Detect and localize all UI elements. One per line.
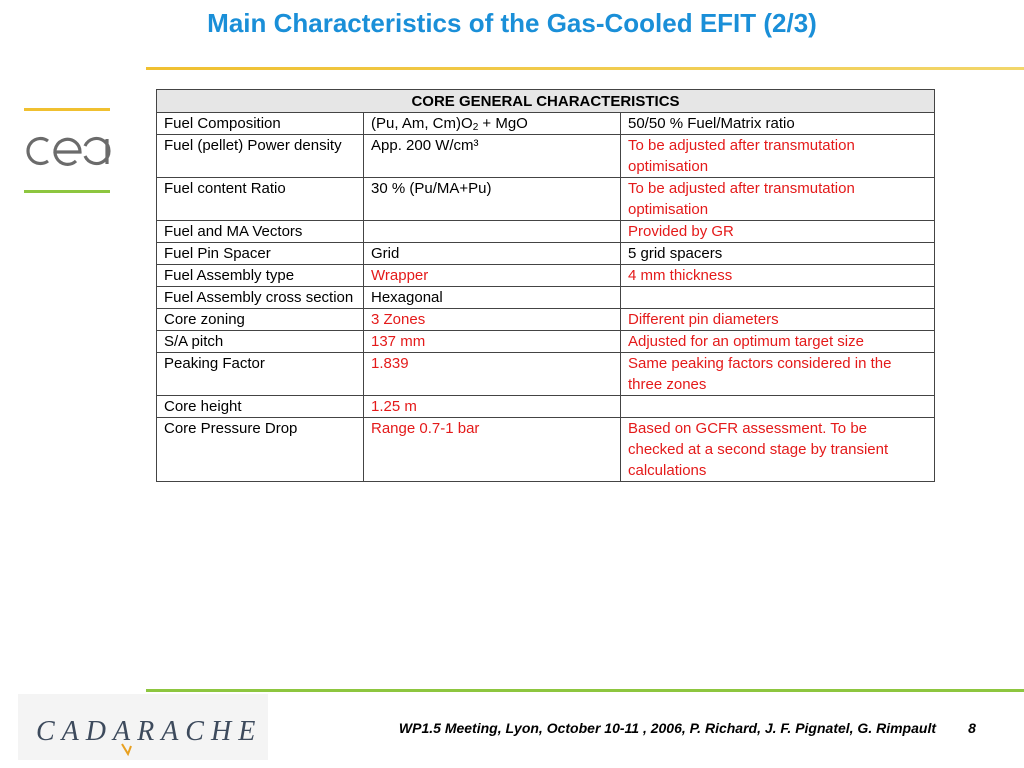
footer-citation: WP1.5 Meeting, Lyon, October 10-11 , 2006, P. Richard, J. F. Pignatel, G. Rimpault <box>398 720 936 736</box>
subscript: 2 <box>472 122 479 133</box>
param-cell: Fuel Composition <box>157 113 364 135</box>
table-row <box>157 287 935 309</box>
comment-cell: To be adjusted after transmutation optimisation <box>621 178 935 221</box>
param-cell: Fuel and MA Vectors <box>157 221 364 243</box>
comment-cell: Based on GCFR assessment. To be checked at a second stage by transient calculations <box>621 418 935 482</box>
table-header-row <box>157 90 935 113</box>
comment-cell: To be adjusted after transmutation optimisation <box>621 135 935 178</box>
param-cell: Fuel Assembly cross section <box>157 287 364 309</box>
table-row <box>157 221 935 243</box>
cadarache-logo <box>18 694 268 760</box>
comment-cell: Same peaking factors considered in the three zones <box>621 353 935 396</box>
value-cell: Hexagonal <box>364 287 621 309</box>
table-row <box>157 243 935 265</box>
comment-cell <box>621 287 935 309</box>
value-cell: Grid <box>364 243 621 265</box>
comment-cell: 50/50 % Fuel/Matrix ratio <box>621 113 935 135</box>
param-cell: Fuel Pin Spacer <box>157 243 364 265</box>
table-row <box>157 331 935 353</box>
table-row <box>157 135 935 178</box>
table-row <box>157 309 935 331</box>
value-cell: App. 200 W/cm³ <box>364 135 621 178</box>
svg-text:CADARACHE: CADARACHE <box>36 716 263 747</box>
value-cell: 137 mm <box>364 331 621 353</box>
param-cell: Core Pressure Drop <box>157 418 364 482</box>
value-cell: Range 0.7-1 bar <box>364 418 621 482</box>
param-cell: Core height <box>157 396 364 418</box>
value-cell <box>364 113 621 135</box>
comment-cell: 5 grid spacers <box>621 243 935 265</box>
table-row <box>157 113 935 135</box>
table-row <box>157 178 935 221</box>
table-row <box>157 396 935 418</box>
page-number: 8 <box>968 720 976 736</box>
value-cell <box>364 221 621 243</box>
bottom-divider <box>146 689 1024 692</box>
value-cell: 30 % (Pu/MA+Pu) <box>364 178 621 221</box>
table-row <box>157 418 935 482</box>
comment-cell: Different pin diameters <box>621 309 935 331</box>
table-row <box>157 353 935 396</box>
value-cell: 1.25 m <box>364 396 621 418</box>
value-cell: 1.839 <box>364 353 621 396</box>
param-cell: Fuel (pellet) Power density <box>157 135 364 178</box>
param-cell: Core zoning <box>157 309 364 331</box>
cea-logo <box>24 108 112 198</box>
table-header: CORE GENERAL CHARACTERISTICS <box>157 90 935 113</box>
param-cell: S/A pitch <box>157 331 364 353</box>
comment-cell <box>621 396 935 418</box>
characteristics-table <box>156 89 935 482</box>
slide-title: Main Characteristics of the Gas-Cooled EFIT (2/3) <box>207 8 817 38</box>
value-cell: 3 Zones <box>364 309 621 331</box>
comment-cell: Adjusted for an optimum target size <box>621 331 935 353</box>
comment-cell: Provided by GR <box>621 221 935 243</box>
param-cell: Peaking Factor <box>157 353 364 396</box>
table-row <box>157 265 935 287</box>
comment-cell: 4 mm thickness <box>621 265 935 287</box>
value-text-suffix: + MgO <box>478 115 528 132</box>
value-text: (Pu, Am, Cm)O <box>371 115 473 132</box>
param-cell: Fuel content Ratio <box>157 178 364 221</box>
value-cell: Wrapper <box>364 265 621 287</box>
param-cell: Fuel Assembly type <box>157 265 364 287</box>
top-divider <box>146 67 1024 70</box>
